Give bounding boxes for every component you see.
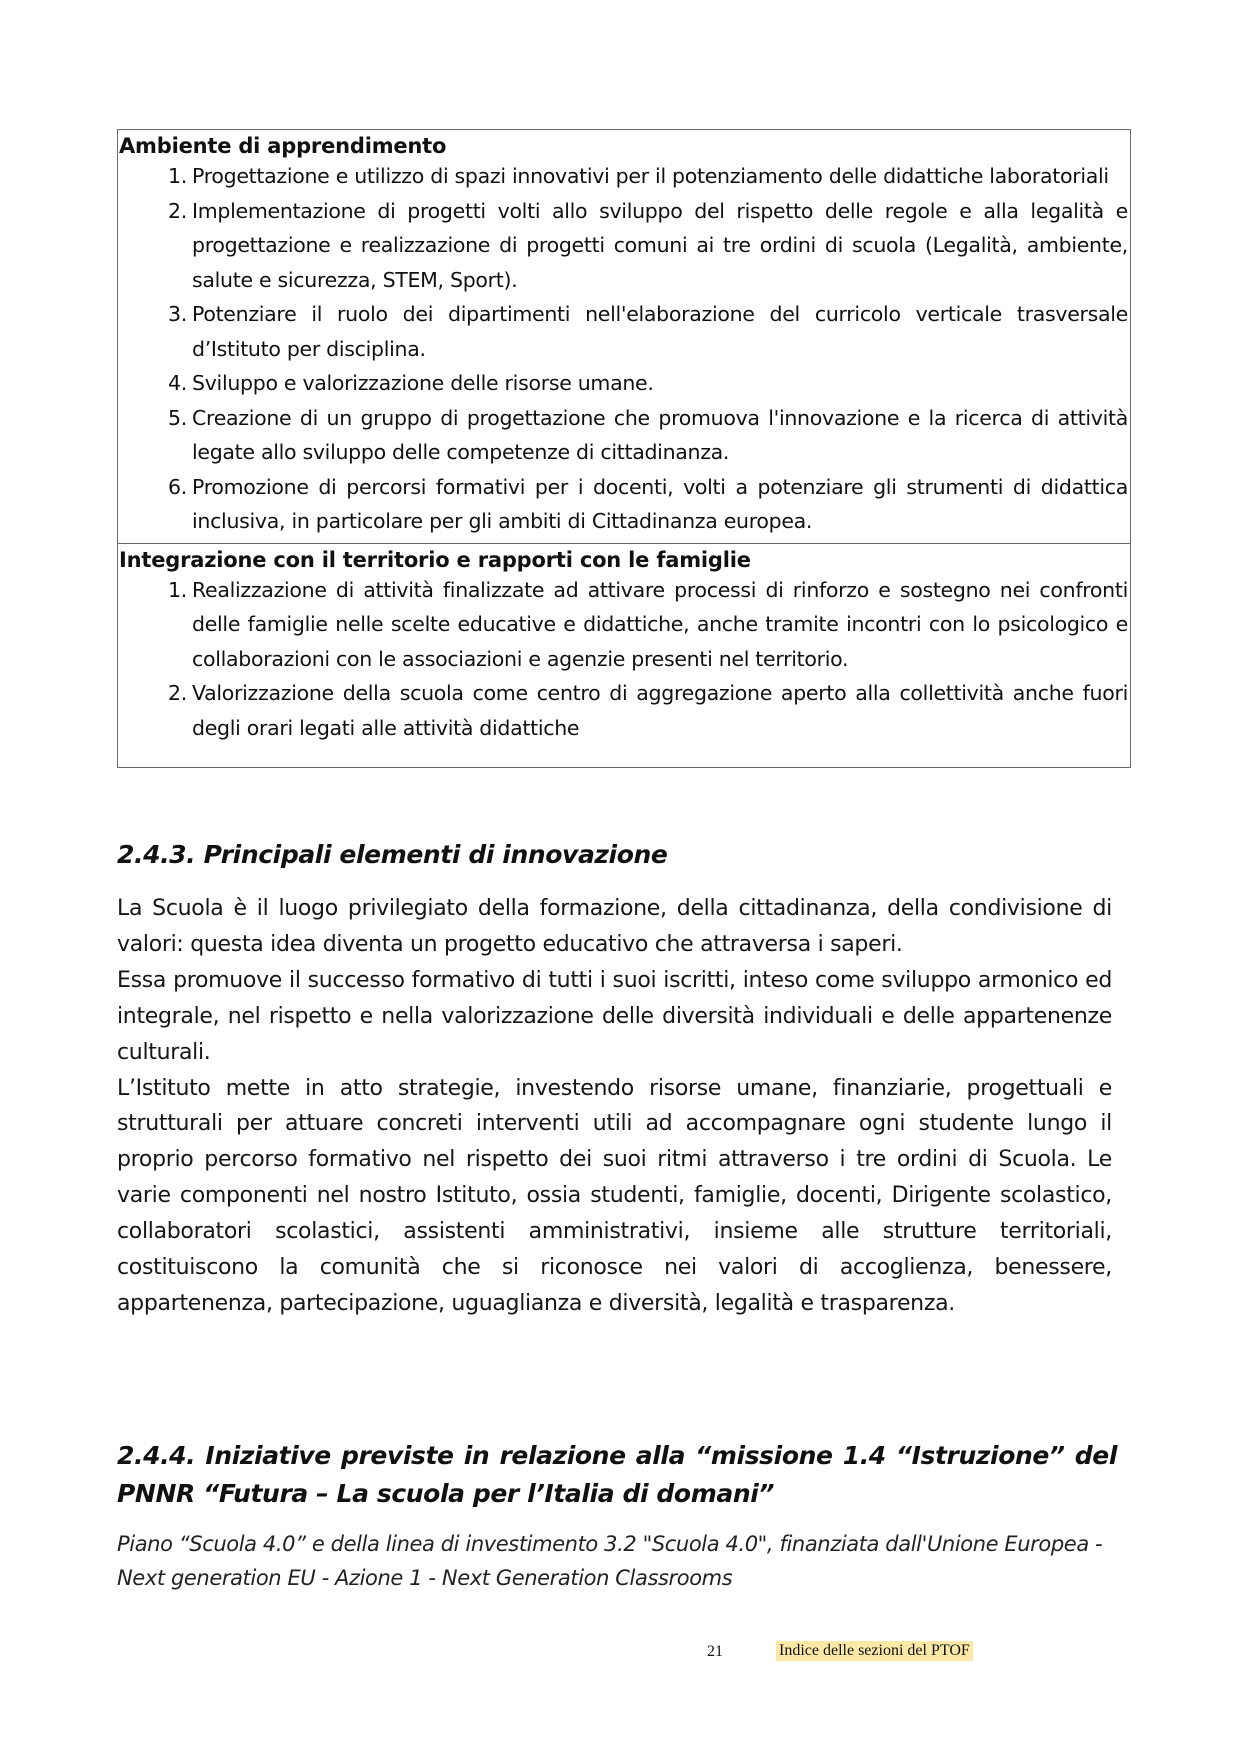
goals-item-number: 2. [168,681,187,705]
section-heading-innovation: 2.4.3. Principali elementi di innovazione [117,840,668,869]
body-paragraph: Essa promuove il successo formativo di tutti i suoi iscritti, inteso come sviluppo armonico ed integrale, nel rispetto e nella valorizzazione delle diversità individuali e delle appartenenze culturali. [117,967,1112,1065]
goals-item-text: Sviluppo e valorizzazione delle risorse umane. [192,371,654,395]
goals-item-text: Implementazione di progetti volti allo sviluppo del rispetto delle regole e alla legalità e progettazione e realizzazione di progetti comuni ai tre ordini di scuola (Legalità, ambiente, salute e sicurezza, STEM, Sport). [192,198,1128,292]
goals-item-text: Valorizzazione della scuola come centro di aggregazione aperto alla collettività anche fuori degli orari legati alle attività didattiche [192,681,1128,740]
goals-item-number: 5. [168,405,187,430]
goals-item-number: 3. [168,302,187,326]
body-paragraph: L’Istituto mette in atto strategie, investendo risorse umane, finanziarie, progettuali e strutturali per attuare concreti interventi utili ad accompagnare ogni studente lungo il proprio percorso formativo nel rispetto dei suoi ritmi attraverso i tre ordini di Scuola. Le varie componenti nel nostro Istituto, ossia studenti, famiglie, docenti, Dirigente scolastico, collaboratori scolastici, assistenti amministrativi, insieme alle strutture territoriali, costituiscono la comunità che si riconosce nei valori di accoglienza, benessere, appartenenza, partecipazione, uguaglianza e diversità, legalità e trasparenza. [117,1075,1112,1316]
goals-section-heading: Integrazione con il territorio e rapporti con le famiglie [119,547,751,572]
goals-item-text: Potenziare il ruolo dei dipartimenti nell'elaborazione del curricolo verticale trasversale d’Istituto per disciplina. [192,302,1128,361]
goals-item-number: 1. [168,577,187,602]
body-paragraph: La Scuola è il luogo privilegiato della formazione, della cittadinanza, della condivisione di valori: questa idea diventa un progetto educativo che attraversa i saperi. [117,896,1112,957]
ptof-index-link[interactable]: Indice delle sezioni del PTOF [776,1641,973,1661]
goals-list [118,573,1130,746]
goals-list-item [118,676,1130,745]
goals-item-number: 6. [168,474,187,499]
pnrr-subtitle: Piano “Scuola 4.0” e della linea di investimento 3.2 "Scuola 4.0", finanziata dall'Unione Europea - Next generation EU - Azione 1 - Next Generation Classrooms [117,1532,1103,1590]
goals-item-text: Creazione di un gruppo di progettazione che promuova l'innovazione e la ricerca di attività legate allo sviluppo delle competenze di cittadinanza. [192,405,1128,464]
goals-item-number: 1. [168,164,187,188]
goals-list-item [118,401,1130,470]
goals-item-number: 2. [168,198,187,223]
page-number: 21 [707,1643,723,1660]
goals-list-item [118,159,1130,194]
goals-list-item [118,194,1130,298]
goals-item-text: Promozione di percorsi formativi per i docenti, volti a potenziare gli strumenti di didattica inclusiva, in particolare per gli ambiti di Cittadinanza europea. [192,474,1128,533]
goals-section-heading: Ambiente di apprendimento [119,134,447,158]
goals-list [118,159,1130,539]
goals-item-text: Realizzazione di attività finalizzate ad attivare processi di rinforzo e sostegno nei confronti delle famiglie nelle scelte educative e didattiche, anche tramite incontri con lo psicologico e collaborazioni con le associazioni e agenzie presenti nel territorio. [192,577,1128,671]
goals-list-item [118,297,1130,366]
goals-section-learning-environment [118,130,1130,544]
goals-item-number: 4. [168,371,187,395]
innovation-body [117,891,1112,1322]
goals-table [117,129,1131,768]
goals-list-item [118,573,1130,677]
goals-section-territory-families [118,544,1130,768]
section-heading-pnrr: 2.4.4. Iniziative previste in relazione alla “missione 1.4 “Istruzione” del PNNR “Futura – La scuola per l’Italia di domani” [117,1441,1117,1508]
goals-item-text: Progettazione e utilizzo di spazi innovativi per il potenziamento delle didattiche laboratoriali [192,164,1109,188]
goals-list-item [118,366,1130,401]
goals-list-item [118,470,1130,539]
